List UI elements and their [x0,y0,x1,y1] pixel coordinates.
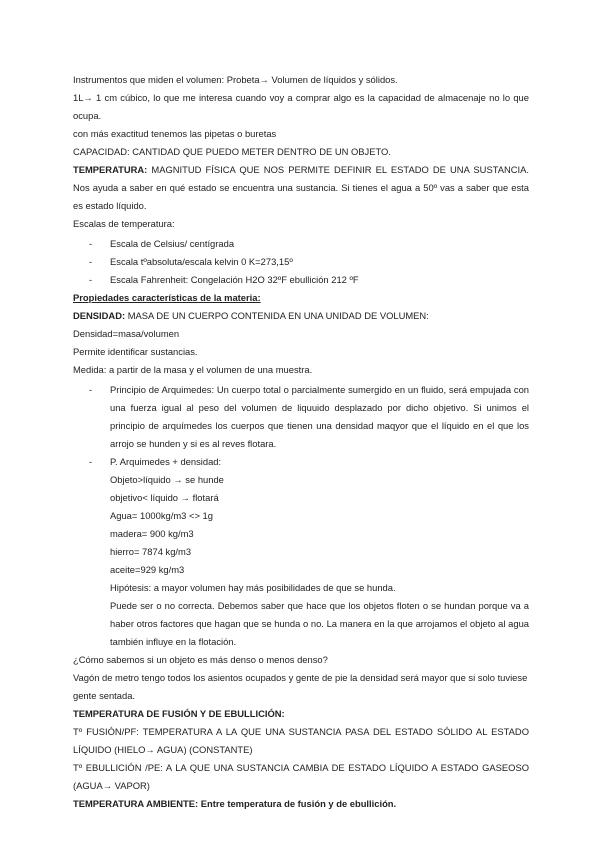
paragraph-escalas: Escalas de temperatura: [73,218,175,229]
scale-kelvin: Escala tºabsoluta/escala kelvin 0 K=273,15º [110,256,293,267]
list-item [73,253,529,271]
paragraph-liter: 1L→ 1 cm cúbico, lo que me interesa cuando voy a comprar algo es la capacidad de almacenaje no lo que ocupa. [73,92,529,121]
temperatura-text: MAGNITUD FÍSICA QUE NOS PERMITE DEFINIR EL ESTADO DE UNA SUSTANCIA. Nos ayuda a saber en qué estado se encuentra una sustancia. Si tienes el agua a 50º vas a saber que esta es estado líquido. [73,164,529,211]
arquimedes-sublist [73,471,529,651]
arquimedes-list [73,381,529,471]
paragraph-densidad [73,307,529,325]
bullet-dash: - [89,456,93,467]
sub-line: madera= 900 kg/m3 [110,528,194,539]
arquimedes-plus-densidad: P. Arquimedes + densidad: [110,456,222,467]
paragraph-capacidad: CAPACIDAD: CANTIDAD QUE PUEDO METER DENTRO DE UN OBJETO. [73,146,391,157]
arquimedes-principle: Principio de Arquimedes: Un cuerpo total o parcialmente sumergido en un fluido, será empujada con una fuerza igual al peso del volumen de liquuido desplazado por dicho objetivo. Si unimos el principio de arquímedes los cuerpos que tienen una densidad maqyor que el líquido en el que los arrojo se hunden y si es al reves flotara. [110,384,529,449]
sub-line: aceite=929 kg/m3 [110,564,185,575]
sub-line: Agua= 1000kg/m3 <> 1g [110,510,213,521]
ambiente-text: Entre temperatura de fusión y de ebullición. [198,798,397,809]
sub-line: Puede ser o no correcta. Debemos saber que hace que los objetos floten o se hundan porque va a haber otros factores que hagan que se hunda o no. La manera en la que arrojamos el objeto al agua también influye en la flotación. [110,600,529,647]
ambiente-label: TEMPERATURA AMBIENTE: [73,798,199,809]
densidad-text: MASA DE UN CUERPO CONTENIDA EN UNA UNIDAD DE VOLUMEN: [125,310,429,321]
paragraph-fusion: Tº FUSIÓN/PF: TEMPERATURA A LA QUE UNA SUSTANCIA PASA DEL ESTADO SÓLIDO AL ESTADO LÍQUIDO (HIELO→ AGUA) (CONSTANTE) [73,726,529,755]
temperatura-label: TEMPERATURA: [73,164,148,175]
paragraph-temperatura [73,161,529,215]
paragraph-formula: Densidad=masa/volumen [73,328,180,339]
paragraph-ebullicion: Tº EBULLICIÓN /PE: A LA QUE UNA SUSTANCIA CAMBIA DE ESTADO LÍQUIDO A ESTADO GASEOSO (AGUA→ VAPOR) [73,762,529,791]
list-item [73,381,529,453]
paragraph-ambiente [73,795,529,813]
document-body [73,71,529,813]
paragraph-identificar: Permite identificar sustancias. [73,346,198,357]
paragraph-volume-instruments: Instrumentos que miden el volumen: Probeta→ Volumen de líquidos y sólidos. [73,74,398,85]
scale-celsius: Escala de Celsius/ centígrada [110,238,235,249]
paragraph-pipetas: con más exactitud tenemos las pipetas o buretas [73,128,277,139]
sub-line: Hipótesis: a mayor volumen hay más posibilidades de que se hunda. [110,582,396,593]
bullet-dash: - [89,274,93,285]
densidad-label: DENSIDAD: [73,310,126,321]
bullet-dash: - [89,238,93,249]
paragraph-vagon: Vagón de metro tengo todos los asientos ocupados y gente de pie la densidad será mayor que si solo tuviese gente sentada. [73,672,528,701]
sub-line: hierro= 7874 kg/m3 [110,546,192,557]
scale-fahrenheit: Escala Fahrenheit: Congelación H2O 32ºF ebullición 212 ºF [110,274,359,285]
bullet-dash: - [89,384,93,395]
scales-list [73,235,529,289]
bullet-dash: - [89,256,93,267]
paragraph-medida: Medida: a partir de la masa y el volumen de una muestra. [73,364,313,375]
paragraph-question: ¿Cómo sabemos si un objeto es más denso o menos denso? [73,654,328,665]
heading-propiedades: Propiedades características de la materia: [73,292,261,303]
heading-fusion-ebullicion: TEMPERATURA DE FUSIÓN Y DE EBULLICIÓN: [73,708,285,719]
sub-line: objetivo< líquido → flotará [110,492,219,503]
sub-line: Objeto>líquido → se hunde [110,474,224,485]
list-item [73,271,529,289]
list-item [73,453,529,471]
list-item [73,235,529,253]
